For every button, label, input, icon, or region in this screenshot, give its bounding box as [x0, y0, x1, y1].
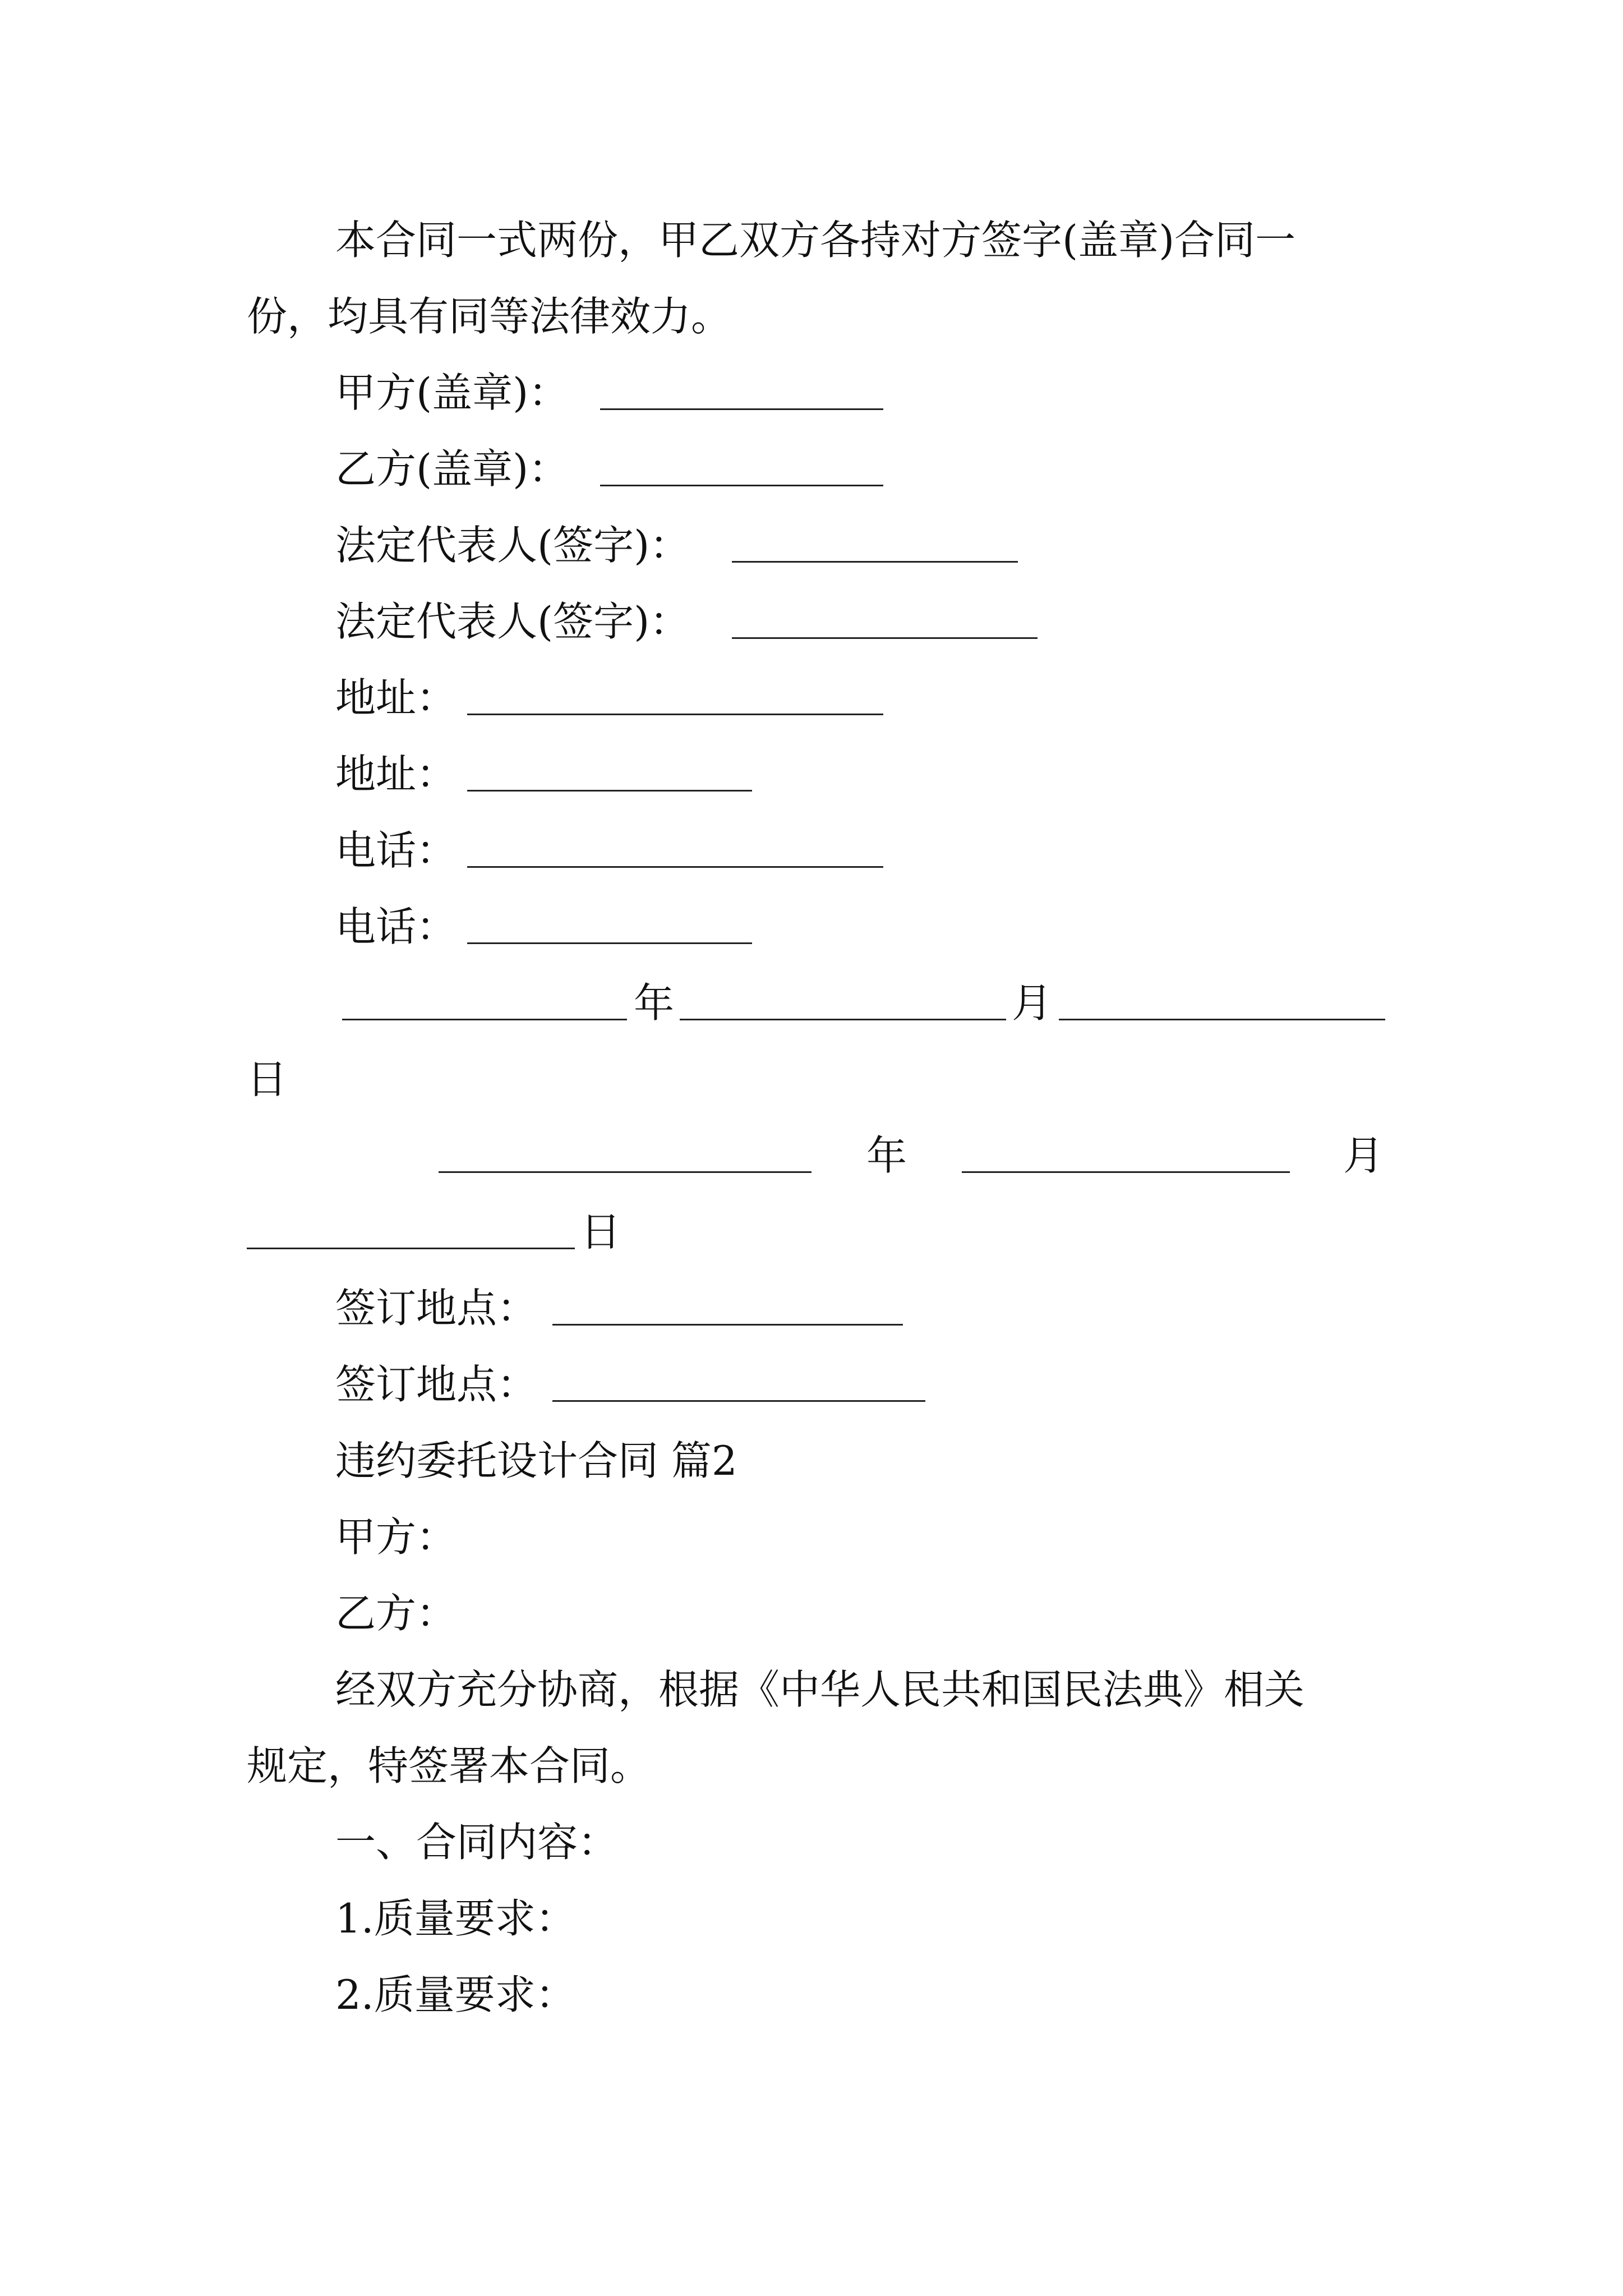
blank-line	[247, 1248, 575, 1249]
paragraph-line	[0, 212, 1623, 268]
paragraph-line	[0, 1738, 1623, 1794]
paragraph-line	[0, 288, 1623, 344]
party-line	[0, 1585, 1623, 1641]
list-heading-text: 一、合同内容：	[335, 1819, 619, 1866]
signature-row	[0, 365, 1623, 421]
blank-line	[962, 1171, 1290, 1173]
field-label: 甲方：	[335, 1513, 457, 1561]
list-item	[0, 1967, 1623, 2023]
list-item-text: 2.质量要求：	[335, 1971, 576, 2018]
field-label: 签订地点：	[335, 1285, 538, 1332]
date-unit: 年	[866, 1132, 907, 1179]
field-label: 乙方(盖章)：	[335, 445, 569, 493]
date-unit: 月	[1012, 979, 1053, 1027]
date-unit: 月	[1343, 1132, 1384, 1179]
signature-row	[0, 1356, 1623, 1412]
blank-line	[467, 942, 752, 944]
field-label: 法定代表人(签字)：	[335, 598, 690, 645]
blank-line	[732, 561, 1018, 563]
section-title: 违约委托设计合同 篇2	[335, 1437, 737, 1484]
field-label: 乙方：	[335, 1590, 457, 1637]
blank-line	[1059, 1019, 1385, 1020]
paragraph-text: 规定，特签署本合同。	[247, 1742, 651, 1789]
blank-line	[467, 790, 752, 792]
field-label: 法定代表人(签字)：	[335, 522, 690, 569]
paragraph-text: 本合同一式两份，甲乙双方各持对方签字(盖章)合同一	[335, 217, 1296, 264]
paragraph-text: 经双方充分协商，根据《中华人民共和国民法典》相关	[335, 1666, 1305, 1713]
field-label: 电话：	[335, 903, 457, 950]
list-item	[0, 1890, 1623, 1947]
date-unit: 日	[247, 1056, 288, 1103]
list-heading	[0, 1814, 1623, 1870]
signature-row	[0, 593, 1623, 650]
blank-line	[439, 1171, 811, 1173]
date-row	[0, 1128, 1623, 1184]
signature-row	[0, 822, 1623, 878]
signature-row	[0, 899, 1623, 955]
paragraph-line	[0, 1662, 1623, 1718]
field-label: 签订地点：	[335, 1361, 538, 1408]
field-label: 地址：	[335, 751, 457, 798]
blank-line	[732, 637, 1038, 639]
signature-row	[0, 517, 1623, 573]
section-heading	[0, 1433, 1623, 1489]
date-unit: 年	[634, 979, 675, 1027]
blank-line	[600, 485, 883, 486]
signature-row	[0, 746, 1623, 802]
blank-line	[467, 866, 883, 868]
date-unit: 日	[580, 1208, 621, 1255]
field-label: 电话：	[335, 827, 457, 874]
signature-row	[0, 670, 1623, 726]
signature-row	[0, 1280, 1623, 1336]
blank-line	[552, 1400, 925, 1402]
blank-line	[467, 714, 883, 715]
blank-line	[552, 1324, 903, 1326]
blank-line	[600, 408, 883, 410]
blank-line	[342, 1019, 627, 1020]
blank-line	[680, 1019, 1006, 1020]
party-line	[0, 1509, 1623, 1565]
field-label: 甲方(盖章)：	[335, 369, 569, 416]
list-item-text: 1.质量要求：	[335, 1895, 576, 1942]
date-row-continued	[0, 1051, 1623, 1107]
date-row-continued	[0, 1204, 1623, 1260]
signature-row	[0, 441, 1623, 497]
field-label: 地址：	[335, 674, 457, 721]
date-row	[0, 975, 1623, 1031]
paragraph-text: 份，均具有同等法律效力。	[247, 293, 732, 340]
